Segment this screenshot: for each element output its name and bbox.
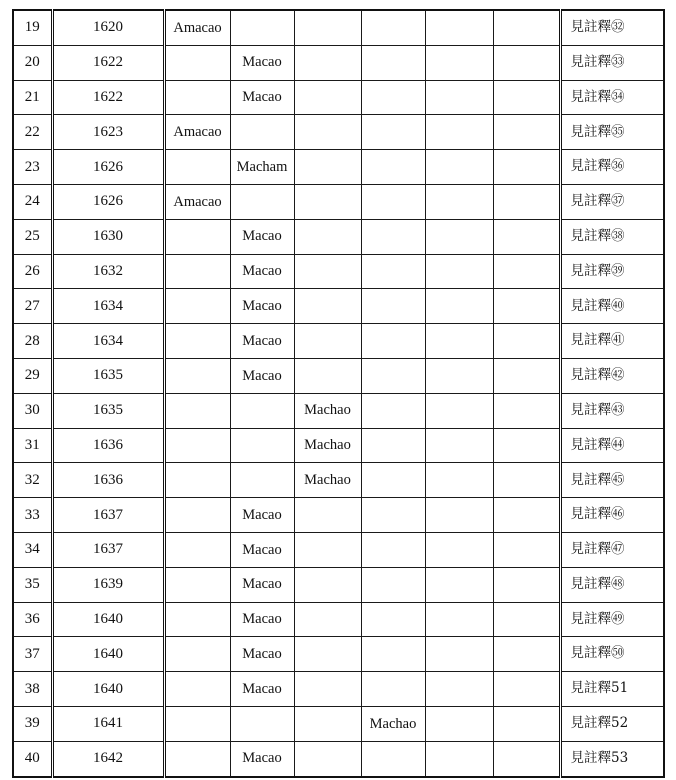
spelling-variant-6-cell	[493, 706, 560, 741]
year-cell: 1640	[52, 602, 164, 637]
spelling-amacao-cell	[164, 567, 230, 602]
spelling-variant-5-cell	[425, 428, 493, 463]
spelling-amacao-cell	[164, 80, 230, 115]
spelling-variant-4-cell	[361, 150, 425, 185]
spelling-amacao-cell	[164, 324, 230, 359]
spelling-machao-cell	[294, 532, 361, 567]
spelling-macao-cell: Macao	[230, 741, 294, 776]
row-number-cell: 19	[13, 10, 52, 45]
table-row	[13, 672, 664, 707]
spelling-variant-5-cell	[425, 637, 493, 672]
year-cell: 1634	[52, 324, 164, 359]
year-cell: 1620	[52, 10, 164, 45]
spelling-machao-cell	[294, 289, 361, 324]
table-row	[13, 219, 664, 254]
spelling-machao-cell	[294, 80, 361, 115]
spelling-macao-cell: Macao	[230, 324, 294, 359]
spelling-variant-6-cell	[493, 219, 560, 254]
table-row	[13, 498, 664, 533]
table-row	[13, 741, 664, 776]
spelling-machao-cell	[294, 10, 361, 45]
row-number-cell: 38	[13, 672, 52, 707]
spelling-macao-cell: Macao	[230, 254, 294, 289]
spelling-macao-cell: Macao	[230, 80, 294, 115]
spelling-variant-5-cell	[425, 498, 493, 533]
spelling-variant-6-cell	[493, 672, 560, 707]
spelling-macao-cell	[230, 10, 294, 45]
row-number-cell: 34	[13, 532, 52, 567]
spelling-amacao-cell	[164, 706, 230, 741]
spelling-machao-cell	[294, 219, 361, 254]
spelling-variant-5-cell	[425, 10, 493, 45]
table-row	[13, 637, 664, 672]
spelling-macao-cell	[230, 463, 294, 498]
row-number-cell: 28	[13, 324, 52, 359]
spelling-variant-6-cell	[493, 150, 560, 185]
table-row	[13, 324, 664, 359]
spelling-variant-4-cell	[361, 80, 425, 115]
spelling-variant-4-cell	[361, 463, 425, 498]
spelling-variant-4-cell	[361, 672, 425, 707]
spelling-macao-cell: Macao	[230, 532, 294, 567]
spelling-amacao-cell	[164, 532, 230, 567]
spelling-amacao-cell	[164, 45, 230, 80]
spelling-variant-4-cell	[361, 45, 425, 80]
table-row	[13, 254, 664, 289]
spelling-variant-4-cell	[361, 358, 425, 393]
place-name-table	[12, 9, 665, 778]
table-row	[13, 706, 664, 741]
note-reference-cell: 見註釋㊸	[560, 393, 664, 428]
spelling-machao-cell	[294, 672, 361, 707]
year-cell: 1641	[52, 706, 164, 741]
spelling-machao-cell	[294, 324, 361, 359]
table-row	[13, 393, 664, 428]
spelling-machao-cell: Machao	[294, 428, 361, 463]
spelling-machao-cell	[294, 150, 361, 185]
year-cell: 1640	[52, 637, 164, 672]
note-reference-cell: 見註釋㊳	[560, 219, 664, 254]
spelling-variant-4-cell	[361, 393, 425, 428]
spelling-variant-5-cell	[425, 254, 493, 289]
spelling-variant-4-cell	[361, 567, 425, 602]
spelling-variant-6-cell	[493, 254, 560, 289]
spelling-amacao-cell	[164, 428, 230, 463]
spelling-variant-4-cell	[361, 741, 425, 776]
spelling-machao-cell	[294, 706, 361, 741]
spelling-macao-cell	[230, 184, 294, 219]
spelling-amacao-cell	[164, 150, 230, 185]
spelling-variant-6-cell	[493, 324, 560, 359]
table-row	[13, 10, 664, 45]
spelling-amacao-cell	[164, 672, 230, 707]
spelling-macao-cell: Macao	[230, 219, 294, 254]
spelling-variant-5-cell	[425, 45, 493, 80]
spelling-variant-4-cell	[361, 498, 425, 533]
table-row	[13, 289, 664, 324]
spelling-macao-cell: Macham	[230, 150, 294, 185]
spelling-variant-5-cell	[425, 567, 493, 602]
spelling-variant-5-cell	[425, 706, 493, 741]
row-number-cell: 29	[13, 358, 52, 393]
year-cell: 1626	[52, 150, 164, 185]
row-number-cell: 40	[13, 741, 52, 776]
note-reference-cell: 見註釋㊼	[560, 532, 664, 567]
spelling-variant-6-cell	[493, 532, 560, 567]
spelling-variant-4-cell	[361, 219, 425, 254]
spelling-variant-4-cell: Machao	[361, 706, 425, 741]
spelling-machao-cell	[294, 498, 361, 533]
note-reference-cell: 見註釋㊻	[560, 498, 664, 533]
note-reference-cell: 見註釋㊲	[560, 184, 664, 219]
spelling-variant-5-cell	[425, 463, 493, 498]
spelling-macao-cell: Macao	[230, 358, 294, 393]
spelling-macao-cell: Macao	[230, 567, 294, 602]
year-cell: 1622	[52, 80, 164, 115]
spelling-variant-4-cell	[361, 184, 425, 219]
spelling-variant-5-cell	[425, 184, 493, 219]
table-row	[13, 150, 664, 185]
row-number-cell: 21	[13, 80, 52, 115]
table-row	[13, 532, 664, 567]
spelling-variant-6-cell	[493, 567, 560, 602]
table-row	[13, 567, 664, 602]
spelling-variant-6-cell	[493, 184, 560, 219]
spelling-machao-cell	[294, 567, 361, 602]
year-cell: 1632	[52, 254, 164, 289]
spelling-machao-cell	[294, 115, 361, 150]
spelling-machao-cell	[294, 637, 361, 672]
year-cell: 1636	[52, 428, 164, 463]
spelling-amacao-cell	[164, 393, 230, 428]
year-cell: 1639	[52, 567, 164, 602]
year-cell: 1636	[52, 463, 164, 498]
spelling-macao-cell: Macao	[230, 498, 294, 533]
table-row	[13, 463, 664, 498]
spelling-amacao-cell: Amacao	[164, 115, 230, 150]
row-number-cell: 20	[13, 45, 52, 80]
spelling-amacao-cell	[164, 498, 230, 533]
spelling-amacao-cell	[164, 741, 230, 776]
note-reference-cell: 見註釋㊶	[560, 324, 664, 359]
row-number-cell: 25	[13, 219, 52, 254]
spelling-variant-5-cell	[425, 324, 493, 359]
spelling-variant-6-cell	[493, 80, 560, 115]
year-cell: 1642	[52, 741, 164, 776]
spelling-variant-6-cell	[493, 10, 560, 45]
table-row	[13, 184, 664, 219]
spelling-macao-cell	[230, 706, 294, 741]
spelling-amacao-cell	[164, 289, 230, 324]
spelling-variant-5-cell	[425, 219, 493, 254]
year-cell: 1635	[52, 393, 164, 428]
spelling-variant-4-cell	[361, 428, 425, 463]
spelling-variant-6-cell	[493, 115, 560, 150]
row-number-cell: 24	[13, 184, 52, 219]
year-cell: 1634	[52, 289, 164, 324]
spelling-variant-6-cell	[493, 637, 560, 672]
spelling-amacao-cell	[164, 463, 230, 498]
spelling-machao-cell	[294, 602, 361, 637]
spelling-variant-5-cell	[425, 393, 493, 428]
note-reference-cell: 見註釋㊱	[560, 150, 664, 185]
year-cell: 1630	[52, 219, 164, 254]
row-number-cell: 37	[13, 637, 52, 672]
table-row	[13, 428, 664, 463]
note-reference-cell: 見註釋53	[560, 741, 664, 776]
spelling-variant-4-cell	[361, 115, 425, 150]
year-cell: 1622	[52, 45, 164, 80]
spelling-variant-6-cell	[493, 428, 560, 463]
note-reference-cell: 見註釋51	[560, 672, 664, 707]
note-reference-cell: 見註釋52	[560, 706, 664, 741]
row-number-cell: 35	[13, 567, 52, 602]
spelling-variant-5-cell	[425, 358, 493, 393]
spelling-variant-6-cell	[493, 45, 560, 80]
spelling-macao-cell	[230, 428, 294, 463]
spelling-variant-5-cell	[425, 80, 493, 115]
table-row	[13, 45, 664, 80]
spelling-variant-5-cell	[425, 115, 493, 150]
spelling-macao-cell: Macao	[230, 45, 294, 80]
spelling-amacao-cell: Amacao	[164, 10, 230, 45]
table-row	[13, 115, 664, 150]
note-reference-cell: 見註釋㊿	[560, 637, 664, 672]
spelling-variant-4-cell	[361, 602, 425, 637]
spelling-variant-5-cell	[425, 741, 493, 776]
spelling-macao-cell	[230, 393, 294, 428]
note-reference-cell: 見註釋㊴	[560, 254, 664, 289]
spelling-variant-4-cell	[361, 254, 425, 289]
spelling-amacao-cell	[164, 637, 230, 672]
spelling-macao-cell: Macao	[230, 637, 294, 672]
year-cell: 1626	[52, 184, 164, 219]
spelling-machao-cell: Machao	[294, 393, 361, 428]
spelling-variant-6-cell	[493, 463, 560, 498]
row-number-cell: 30	[13, 393, 52, 428]
spelling-machao-cell	[294, 741, 361, 776]
table-row	[13, 358, 664, 393]
spelling-amacao-cell	[164, 219, 230, 254]
spelling-macao-cell: Macao	[230, 289, 294, 324]
row-number-cell: 23	[13, 150, 52, 185]
spelling-variant-4-cell	[361, 532, 425, 567]
spelling-variant-5-cell	[425, 532, 493, 567]
note-reference-cell: 見註釋㊽	[560, 567, 664, 602]
note-reference-cell: 見註釋㉝	[560, 45, 664, 80]
spelling-amacao-cell: Amacao	[164, 184, 230, 219]
row-number-cell: 32	[13, 463, 52, 498]
row-number-cell: 31	[13, 428, 52, 463]
row-number-cell: 22	[13, 115, 52, 150]
note-reference-cell: 見註釋㉟	[560, 115, 664, 150]
spelling-variant-6-cell	[493, 602, 560, 637]
spelling-variant-6-cell	[493, 289, 560, 324]
row-number-cell: 27	[13, 289, 52, 324]
year-cell: 1623	[52, 115, 164, 150]
table-body	[13, 10, 664, 777]
note-reference-cell: 見註釋㉞	[560, 80, 664, 115]
year-cell: 1637	[52, 532, 164, 567]
note-reference-cell: 見註釋㊵	[560, 289, 664, 324]
year-cell: 1635	[52, 358, 164, 393]
row-number-cell: 26	[13, 254, 52, 289]
spelling-variant-6-cell	[493, 498, 560, 533]
spelling-variant-6-cell	[493, 358, 560, 393]
note-reference-cell: 見註釋㉜	[560, 10, 664, 45]
spelling-macao-cell	[230, 115, 294, 150]
spelling-macao-cell: Macao	[230, 672, 294, 707]
spelling-variant-4-cell	[361, 324, 425, 359]
row-number-cell: 36	[13, 602, 52, 637]
spelling-machao-cell	[294, 45, 361, 80]
spelling-machao-cell	[294, 358, 361, 393]
spelling-amacao-cell	[164, 358, 230, 393]
row-number-cell: 33	[13, 498, 52, 533]
spelling-variant-5-cell	[425, 150, 493, 185]
spelling-variant-5-cell	[425, 602, 493, 637]
spelling-variant-5-cell	[425, 289, 493, 324]
spelling-variant-4-cell	[361, 10, 425, 45]
table-row	[13, 602, 664, 637]
year-cell: 1640	[52, 672, 164, 707]
spelling-machao-cell: Machao	[294, 463, 361, 498]
note-reference-cell: 見註釋㊺	[560, 463, 664, 498]
spelling-variant-6-cell	[493, 393, 560, 428]
spelling-variant-5-cell	[425, 672, 493, 707]
year-cell: 1637	[52, 498, 164, 533]
row-number-cell: 39	[13, 706, 52, 741]
spelling-variant-4-cell	[361, 289, 425, 324]
table-row	[13, 80, 664, 115]
note-reference-cell: 見註釋㊹	[560, 428, 664, 463]
spelling-amacao-cell	[164, 602, 230, 637]
spelling-amacao-cell	[164, 254, 230, 289]
spelling-macao-cell: Macao	[230, 602, 294, 637]
spelling-variant-4-cell	[361, 637, 425, 672]
spelling-variant-6-cell	[493, 741, 560, 776]
note-reference-cell: 見註釋㊷	[560, 358, 664, 393]
note-reference-cell: 見註釋㊾	[560, 602, 664, 637]
spelling-machao-cell	[294, 184, 361, 219]
spelling-machao-cell	[294, 254, 361, 289]
